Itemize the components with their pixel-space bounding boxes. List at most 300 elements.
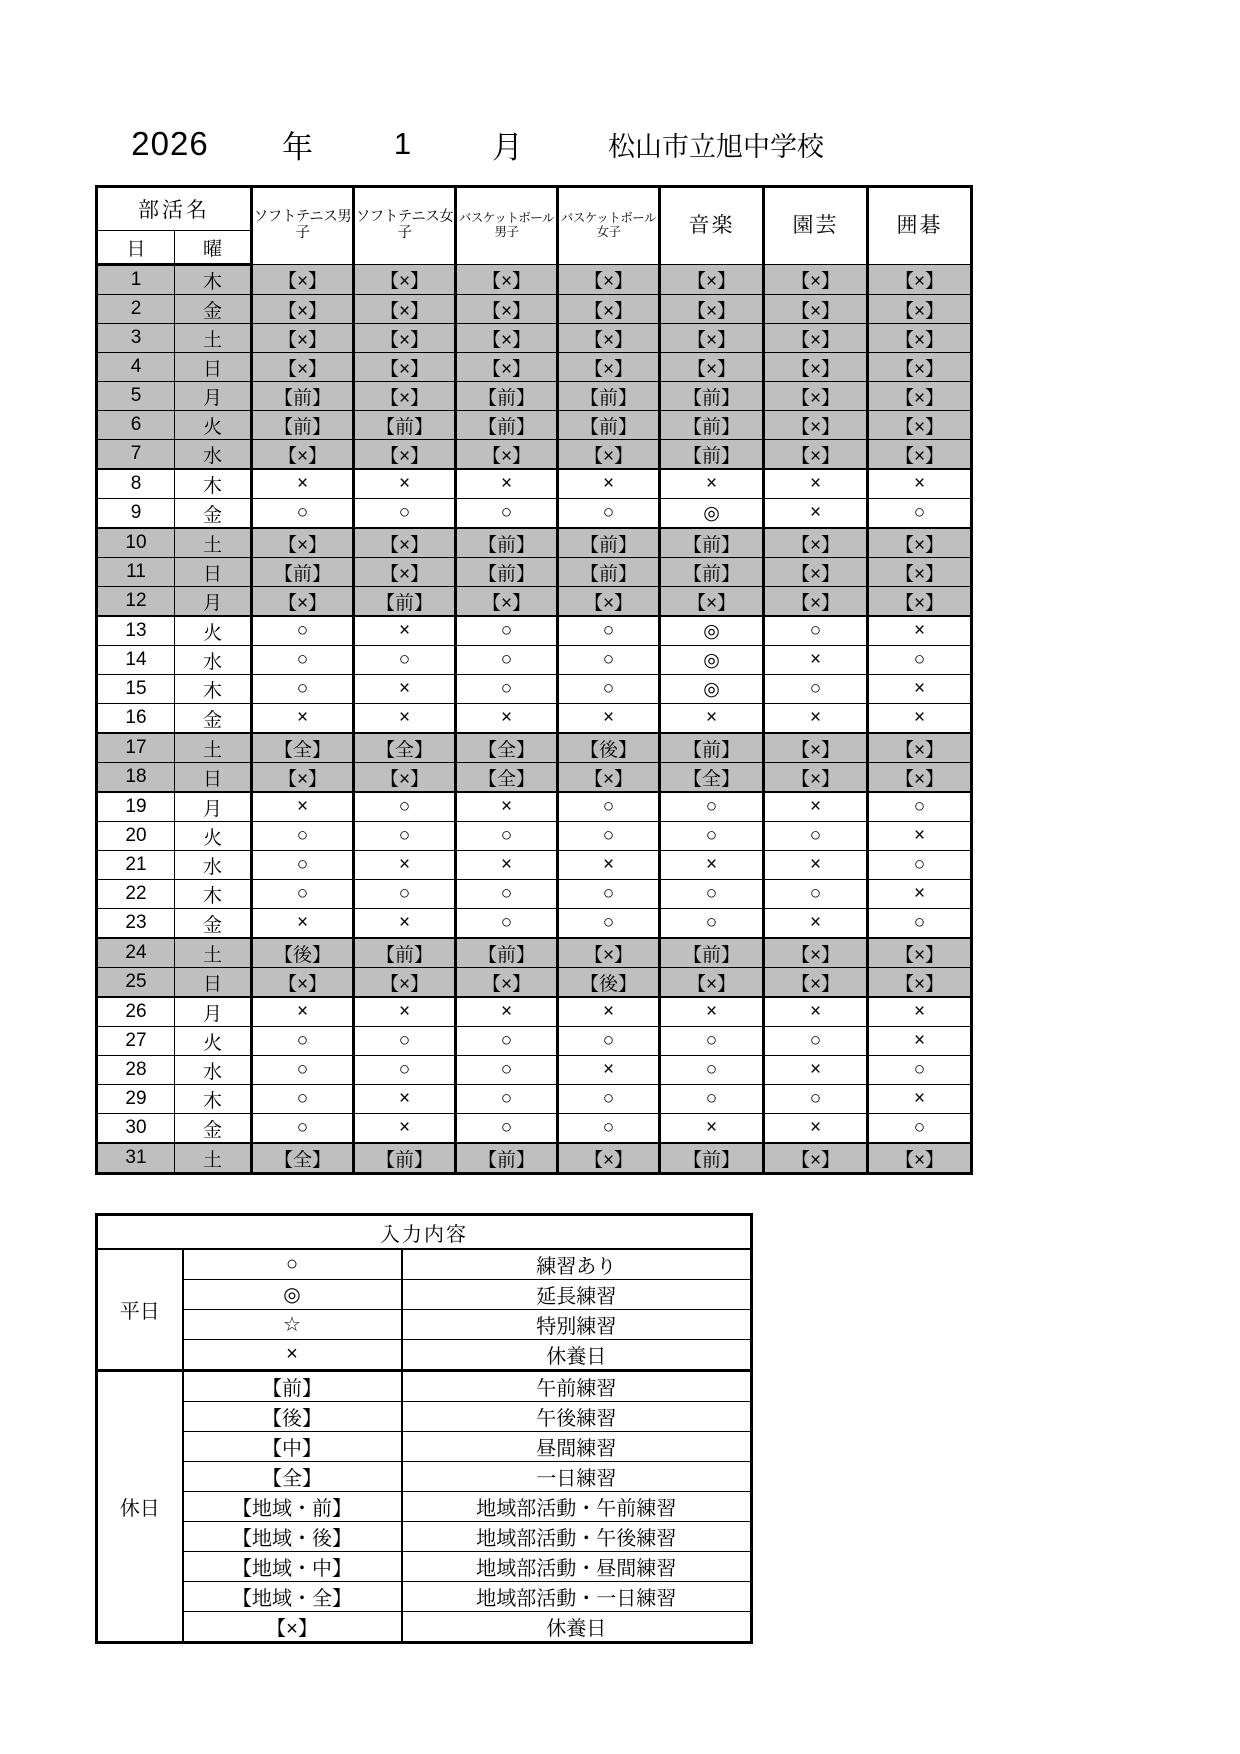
schedule-cell[interactable]: 【前】 — [456, 558, 558, 587]
schedule-cell[interactable]: 【前】 — [660, 528, 764, 558]
schedule-cell[interactable]: ○ — [354, 646, 456, 675]
schedule-cell[interactable]: 【×】 — [764, 295, 868, 324]
table-row — [97, 324, 972, 353]
schedule-cell[interactable]: 【×】 — [252, 324, 354, 353]
schedule-cell[interactable]: ○ — [764, 822, 868, 851]
schedule-cell[interactable]: ○ — [558, 880, 660, 909]
schedule-cell[interactable]: × — [868, 997, 972, 1027]
schedule-cell[interactable]: 【×】 — [354, 968, 456, 998]
schedule-cell[interactable]: × — [764, 792, 868, 822]
schedule-cell[interactable]: ○ — [252, 822, 354, 851]
schedule-cell[interactable]: 【×】 — [558, 938, 660, 968]
schedule-cell[interactable]: ○ — [764, 1027, 868, 1056]
month-value: 1 — [393, 126, 412, 161]
schedule-cell[interactable]: 【前】 — [456, 1143, 558, 1174]
schedule-cell[interactable]: 【×】 — [558, 763, 660, 793]
schedule-cell[interactable]: 【×】 — [252, 528, 354, 558]
legend-row — [97, 1582, 752, 1612]
schedule-cell[interactable]: ○ — [456, 1027, 558, 1056]
schedule-cell[interactable]: × — [868, 469, 972, 499]
schedule-cell[interactable]: 【前】 — [354, 587, 456, 617]
schedule-cell[interactable]: × — [252, 909, 354, 939]
schedule-cell[interactable]: × — [354, 675, 456, 704]
schedule-cell[interactable]: ○ — [252, 646, 354, 675]
schedule-cell[interactable]: 【前】 — [252, 382, 354, 411]
schedule-cell[interactable]: × — [868, 880, 972, 909]
schedule-cell[interactable]: 【全】 — [456, 763, 558, 793]
schedule-table-container — [95, 185, 973, 1175]
schedule-cell[interactable]: 【×】 — [456, 353, 558, 382]
schedule-cell[interactable]: 【前】 — [660, 440, 764, 470]
day-number: 13 — [97, 616, 175, 646]
schedule-cell[interactable]: ○ — [868, 646, 972, 675]
schedule-cell[interactable]: 【×】 — [868, 1143, 972, 1174]
schedule-cell[interactable]: × — [456, 851, 558, 880]
schedule-cell[interactable]: ○ — [456, 1114, 558, 1144]
schedule-cell[interactable]: × — [252, 704, 354, 734]
legend-description: 休養日 — [402, 1612, 752, 1643]
schedule-cell[interactable]: 【×】 — [558, 440, 660, 470]
schedule-cell[interactable]: × — [558, 469, 660, 499]
day-number: 31 — [97, 1143, 175, 1174]
schedule-cell[interactable]: × — [660, 851, 764, 880]
schedule-cell[interactable]: ○ — [558, 792, 660, 822]
schedule-cell[interactable]: 【×】 — [252, 968, 354, 998]
schedule-cell[interactable]: 【×】 — [252, 763, 354, 793]
schedule-cell[interactable]: 【×】 — [252, 265, 354, 295]
schedule-cell[interactable]: × — [764, 909, 868, 939]
schedule-cell[interactable]: × — [558, 851, 660, 880]
schedule-cell[interactable]: ○ — [764, 880, 868, 909]
schedule-cell[interactable]: × — [558, 1056, 660, 1085]
day-of-week: 月 — [175, 382, 252, 411]
schedule-cell[interactable]: ○ — [252, 1085, 354, 1114]
schedule-cell[interactable]: ○ — [252, 1114, 354, 1144]
schedule-cell[interactable]: ○ — [252, 1027, 354, 1056]
schedule-cell[interactable]: 【×】 — [868, 733, 972, 763]
schedule-cell[interactable]: × — [558, 997, 660, 1027]
schedule-cell[interactable]: ◎ — [660, 616, 764, 646]
schedule-cell[interactable]: ○ — [764, 675, 868, 704]
table-row — [97, 528, 972, 558]
day-of-week: 土 — [175, 324, 252, 353]
schedule-cell[interactable]: × — [354, 704, 456, 734]
schedule-cell[interactable]: ○ — [558, 499, 660, 529]
schedule-cell[interactable]: 【×】 — [558, 587, 660, 617]
schedule-cell[interactable]: × — [868, 822, 972, 851]
schedule-cell[interactable]: 【×】 — [868, 938, 972, 968]
schedule-cell[interactable]: 【×】 — [764, 968, 868, 998]
legend-description: 昼間練習 — [402, 1432, 752, 1462]
schedule-cell[interactable]: ○ — [252, 1056, 354, 1085]
schedule-cell[interactable]: × — [456, 792, 558, 822]
schedule-cell[interactable]: 【×】 — [868, 528, 972, 558]
schedule-cell[interactable]: ○ — [868, 909, 972, 939]
schedule-cell[interactable]: 【×】 — [764, 382, 868, 411]
schedule-cell[interactable]: ○ — [252, 851, 354, 880]
schedule-cell[interactable]: ○ — [660, 1085, 764, 1114]
table-row — [97, 440, 972, 470]
legend-symbol: 【全】 — [183, 1462, 402, 1492]
legend-row — [97, 1249, 752, 1280]
schedule-cell[interactable]: ○ — [764, 616, 868, 646]
schedule-cell[interactable]: 【前】 — [660, 1143, 764, 1174]
schedule-cell[interactable]: 【×】 — [764, 558, 868, 587]
schedule-cell[interactable]: 【全】 — [660, 763, 764, 793]
schedule-cell[interactable]: 【×】 — [558, 324, 660, 353]
schedule-cell[interactable]: ○ — [252, 499, 354, 529]
club-header-6: 囲碁 — [868, 187, 972, 265]
schedule-cell[interactable]: 【前】 — [354, 1143, 456, 1174]
schedule-cell[interactable]: × — [252, 997, 354, 1027]
legend-description: 特別練習 — [402, 1310, 752, 1340]
schedule-cell[interactable]: 【×】 — [354, 763, 456, 793]
schedule-cell[interactable]: ○ — [354, 822, 456, 851]
schedule-cell[interactable]: 【×】 — [660, 587, 764, 617]
schedule-cell[interactable]: 【×】 — [868, 968, 972, 998]
schedule-cell[interactable]: 【×】 — [354, 295, 456, 324]
schedule-cell[interactable]: 【前】 — [660, 733, 764, 763]
schedule-cell[interactable]: ○ — [868, 1114, 972, 1144]
schedule-cell[interactable]: 【×】 — [868, 353, 972, 382]
schedule-cell[interactable]: ○ — [558, 675, 660, 704]
table-row — [97, 909, 972, 939]
schedule-cell[interactable]: × — [764, 704, 868, 734]
schedule-cell[interactable]: ○ — [660, 792, 764, 822]
schedule-cell[interactable]: 【前】 — [660, 411, 764, 440]
schedule-cell[interactable]: 【×】 — [558, 265, 660, 295]
schedule-cell[interactable]: 【前】 — [558, 411, 660, 440]
schedule-cell[interactable]: ○ — [558, 1114, 660, 1144]
schedule-cell[interactable]: ◎ — [660, 646, 764, 675]
schedule-cell[interactable]: ○ — [868, 792, 972, 822]
day-number: 6 — [97, 411, 175, 440]
legend-row — [97, 1371, 752, 1402]
legend-title: 入力内容 — [97, 1215, 752, 1250]
schedule-cell[interactable]: ○ — [252, 880, 354, 909]
schedule-cell[interactable]: 【×】 — [252, 587, 354, 617]
schedule-cell[interactable]: 【×】 — [354, 440, 456, 470]
schedule-cell[interactable]: ○ — [456, 646, 558, 675]
schedule-cell[interactable]: 【全】 — [354, 733, 456, 763]
day-number: 23 — [97, 909, 175, 939]
table-row — [97, 880, 972, 909]
club-header-5: 園芸 — [764, 187, 868, 265]
legend-description: 練習あり — [402, 1249, 752, 1280]
schedule-cell[interactable]: × — [868, 1085, 972, 1114]
schedule-cell[interactable]: 【前】 — [558, 382, 660, 411]
day-of-week: 火 — [175, 616, 252, 646]
day-of-week: 木 — [175, 265, 252, 295]
club-header-1: ソフトテニス女子 — [354, 187, 456, 265]
club-header-2: バスケットボール男子 — [456, 187, 558, 265]
schedule-cell[interactable]: 【前】 — [252, 558, 354, 587]
schedule-cell[interactable]: 【×】 — [868, 295, 972, 324]
schedule-cell[interactable]: 【×】 — [252, 353, 354, 382]
corner-header: 部活名 — [97, 187, 252, 231]
schedule-cell[interactable]: ○ — [868, 499, 972, 529]
table-row — [97, 1143, 972, 1174]
schedule-cell[interactable]: ○ — [660, 1056, 764, 1085]
schedule-cell[interactable]: 【×】 — [764, 411, 868, 440]
day-number: 14 — [97, 646, 175, 675]
day-of-week: 火 — [175, 411, 252, 440]
schedule-cell[interactable]: 【×】 — [354, 528, 456, 558]
schedule-cell[interactable]: 【前】 — [456, 938, 558, 968]
day-number: 8 — [97, 469, 175, 499]
schedule-cell[interactable]: ○ — [354, 1027, 456, 1056]
schedule-cell[interactable]: × — [660, 997, 764, 1027]
schedule-cell[interactable]: 【×】 — [660, 968, 764, 998]
day-number: 29 — [97, 1085, 175, 1114]
schedule-cell[interactable]: ○ — [456, 1085, 558, 1114]
legend-symbol: ☆ — [183, 1310, 402, 1340]
schedule-cell[interactable]: 【×】 — [354, 265, 456, 295]
day-column-header: 日 — [97, 231, 175, 265]
schedule-cell[interactable]: 【×】 — [868, 558, 972, 587]
schedule-cell[interactable]: 【×】 — [764, 763, 868, 793]
legend-row — [97, 1402, 752, 1432]
schedule-cell[interactable]: ○ — [868, 851, 972, 880]
table-row — [97, 968, 972, 998]
schedule-cell[interactable]: 【×】 — [868, 382, 972, 411]
schedule-cell[interactable]: 【×】 — [558, 1143, 660, 1174]
legend-row — [97, 1432, 752, 1462]
schedule-cell[interactable]: ○ — [660, 822, 764, 851]
schedule-cell[interactable]: × — [868, 675, 972, 704]
legend-symbol: × — [183, 1340, 402, 1371]
schedule-cell[interactable]: ○ — [558, 616, 660, 646]
club-header-4: 音楽 — [660, 187, 764, 265]
schedule-cell[interactable]: 【×】 — [456, 587, 558, 617]
schedule-cell[interactable]: ○ — [456, 880, 558, 909]
schedule-cell[interactable]: × — [660, 469, 764, 499]
legend-symbol: 【×】 — [183, 1612, 402, 1643]
legend-row — [97, 1462, 752, 1492]
schedule-cell[interactable]: × — [868, 616, 972, 646]
schedule-cell[interactable]: ○ — [456, 1056, 558, 1085]
day-number: 24 — [97, 938, 175, 968]
schedule-cell[interactable]: ○ — [764, 1085, 868, 1114]
day-of-week: 日 — [175, 353, 252, 382]
table-row — [97, 851, 972, 880]
legend-symbol: 【地域・中】 — [183, 1552, 402, 1582]
schedule-cell[interactable]: ◎ — [660, 499, 764, 529]
table-row — [97, 733, 972, 763]
day-of-week: 水 — [175, 1056, 252, 1085]
schedule-cell[interactable]: × — [354, 469, 456, 499]
schedule-cell[interactable]: 【×】 — [764, 265, 868, 295]
schedule-cell[interactable]: 【×】 — [764, 938, 868, 968]
schedule-cell[interactable]: × — [558, 704, 660, 734]
schedule-cell[interactable]: 【×】 — [354, 382, 456, 411]
schedule-table-head — [97, 187, 972, 265]
schedule-cell[interactable]: ○ — [354, 792, 456, 822]
schedule-cell[interactable]: 【×】 — [354, 353, 456, 382]
schedule-cell[interactable]: × — [764, 646, 868, 675]
table-row — [97, 675, 972, 704]
table-row — [97, 997, 972, 1027]
table-row — [97, 1085, 972, 1114]
schedule-cell[interactable]: × — [764, 1056, 868, 1085]
schedule-cell[interactable]: 【全】 — [456, 733, 558, 763]
schedule-cell[interactable]: ○ — [354, 1056, 456, 1085]
day-of-week: 土 — [175, 1143, 252, 1174]
schedule-cell[interactable]: × — [456, 469, 558, 499]
schedule-cell[interactable]: 【前】 — [354, 411, 456, 440]
schedule-cell[interactable]: 【前】 — [660, 558, 764, 587]
table-row — [97, 1056, 972, 1085]
schedule-cell[interactable]: 【×】 — [764, 440, 868, 470]
schedule-cell[interactable]: 【前】 — [456, 528, 558, 558]
legend-table-container — [95, 1213, 753, 1644]
schedule-cell[interactable]: ○ — [456, 499, 558, 529]
schedule-cell[interactable]: 【×】 — [354, 324, 456, 353]
schedule-cell[interactable]: × — [354, 1114, 456, 1144]
schedule-cell[interactable]: 【×】 — [456, 440, 558, 470]
day-number: 11 — [97, 558, 175, 587]
schedule-cell[interactable]: × — [252, 792, 354, 822]
schedule-cell[interactable]: 【前】 — [456, 411, 558, 440]
schedule-cell[interactable]: 【×】 — [764, 733, 868, 763]
schedule-cell[interactable]: × — [868, 704, 972, 734]
schedule-cell[interactable]: 【×】 — [868, 763, 972, 793]
legend-symbol: 【後】 — [183, 1402, 402, 1432]
table-row — [97, 646, 972, 675]
schedule-cell[interactable]: ○ — [558, 1085, 660, 1114]
day-of-week: 木 — [175, 1085, 252, 1114]
schedule-cell[interactable]: 【×】 — [764, 324, 868, 353]
schedule-cell[interactable]: × — [660, 1114, 764, 1144]
document-title-row — [95, 118, 1145, 170]
schedule-cell[interactable]: ○ — [456, 675, 558, 704]
schedule-cell[interactable]: 【×】 — [868, 587, 972, 617]
schedule-cell[interactable]: × — [456, 997, 558, 1027]
schedule-cell[interactable]: × — [764, 1114, 868, 1144]
table-row — [97, 763, 972, 793]
schedule-cell[interactable]: 【×】 — [252, 440, 354, 470]
schedule-cell[interactable]: 【全】 — [252, 1143, 354, 1174]
table-row — [97, 382, 972, 411]
schedule-cell[interactable]: ○ — [456, 822, 558, 851]
schedule-cell[interactable]: 【×】 — [354, 558, 456, 587]
schedule-cell[interactable]: 【×】 — [252, 295, 354, 324]
legend-symbol: ○ — [183, 1249, 402, 1280]
table-row — [97, 822, 972, 851]
day-number: 22 — [97, 880, 175, 909]
schedule-cell[interactable]: 【×】 — [660, 324, 764, 353]
schedule-cell[interactable]: ○ — [456, 616, 558, 646]
schedule-cell[interactable]: × — [764, 499, 868, 529]
schedule-cell[interactable]: 【×】 — [868, 440, 972, 470]
day-of-week: 木 — [175, 880, 252, 909]
schedule-cell[interactable]: 【×】 — [456, 324, 558, 353]
day-of-week: 土 — [175, 733, 252, 763]
schedule-cell[interactable]: 【×】 — [456, 968, 558, 998]
schedule-cell[interactable]: × — [354, 1085, 456, 1114]
schedule-cell[interactable]: 【前】 — [558, 528, 660, 558]
schedule-cell[interactable]: ○ — [660, 909, 764, 939]
schedule-cell[interactable]: 【×】 — [868, 411, 972, 440]
schedule-cell[interactable]: × — [764, 469, 868, 499]
schedule-cell[interactable]: 【後】 — [558, 968, 660, 998]
legend-row — [97, 1522, 752, 1552]
schedule-cell[interactable]: 【×】 — [764, 1143, 868, 1174]
schedule-cell[interactable]: ○ — [660, 1027, 764, 1056]
schedule-cell[interactable]: × — [764, 851, 868, 880]
schedule-cell[interactable]: 【前】 — [354, 938, 456, 968]
schedule-cell[interactable]: ○ — [660, 880, 764, 909]
schedule-cell[interactable]: 【前】 — [456, 382, 558, 411]
schedule-cell[interactable]: ◎ — [660, 675, 764, 704]
schedule-cell[interactable]: 【後】 — [558, 733, 660, 763]
legend-title-row — [97, 1215, 752, 1250]
schedule-cell[interactable]: × — [354, 997, 456, 1027]
day-number: 16 — [97, 704, 175, 734]
day-of-week: 水 — [175, 851, 252, 880]
schedule-cell[interactable]: 【前】 — [558, 558, 660, 587]
schedule-cell[interactable]: ○ — [354, 499, 456, 529]
schedule-cell[interactable]: ○ — [558, 822, 660, 851]
schedule-cell[interactable]: 【全】 — [252, 733, 354, 763]
schedule-cell[interactable]: 【後】 — [252, 938, 354, 968]
day-number: 2 — [97, 295, 175, 324]
schedule-cell[interactable]: 【前】 — [252, 411, 354, 440]
schedule-cell[interactable]: 【前】 — [660, 938, 764, 968]
schedule-cell[interactable]: 【×】 — [868, 265, 972, 295]
legend-row — [97, 1340, 752, 1371]
schedule-cell[interactable]: ○ — [558, 646, 660, 675]
schedule-cell[interactable]: 【前】 — [660, 382, 764, 411]
schedule-cell[interactable]: × — [764, 997, 868, 1027]
schedule-cell[interactable]: 【×】 — [456, 295, 558, 324]
schedule-cell[interactable]: 【×】 — [764, 353, 868, 382]
schedule-cell[interactable]: ○ — [558, 1027, 660, 1056]
schedule-cell[interactable]: ○ — [456, 909, 558, 939]
day-number: 21 — [97, 851, 175, 880]
legend-symbol: 【地域・後】 — [183, 1522, 402, 1552]
schedule-cell[interactable]: × — [456, 704, 558, 734]
schedule-cell[interactable]: 【×】 — [558, 295, 660, 324]
day-of-week: 水 — [175, 440, 252, 470]
schedule-cell[interactable]: 【×】 — [660, 265, 764, 295]
schedule-cell[interactable]: × — [252, 469, 354, 499]
schedule-cell[interactable]: × — [354, 909, 456, 939]
school-name: 松山市立旭中学校 — [608, 131, 824, 162]
club-header-0: ソフトテニス男子 — [252, 187, 354, 265]
schedule-cell[interactable]: ○ — [868, 1056, 972, 1085]
schedule-cell[interactable]: ○ — [252, 675, 354, 704]
schedule-cell[interactable]: ○ — [252, 616, 354, 646]
schedule-cell[interactable]: × — [660, 704, 764, 734]
schedule-cell[interactable]: ○ — [558, 909, 660, 939]
schedule-cell[interactable]: ○ — [354, 880, 456, 909]
schedule-cell[interactable]: 【×】 — [456, 265, 558, 295]
day-number: 25 — [97, 968, 175, 998]
schedule-cell[interactable]: 【×】 — [868, 324, 972, 353]
schedule-cell[interactable]: × — [868, 1027, 972, 1056]
schedule-cell[interactable]: 【×】 — [558, 353, 660, 382]
legend-table-body — [97, 1215, 752, 1643]
schedule-cell[interactable]: × — [354, 851, 456, 880]
schedule-cell[interactable]: 【×】 — [660, 295, 764, 324]
day-of-week: 金 — [175, 909, 252, 939]
day-of-week: 金 — [175, 1114, 252, 1144]
schedule-cell[interactable]: 【×】 — [660, 353, 764, 382]
schedule-cell[interactable]: 【×】 — [764, 587, 868, 617]
schedule-cell[interactable]: × — [354, 616, 456, 646]
schedule-cell[interactable]: 【×】 — [764, 528, 868, 558]
